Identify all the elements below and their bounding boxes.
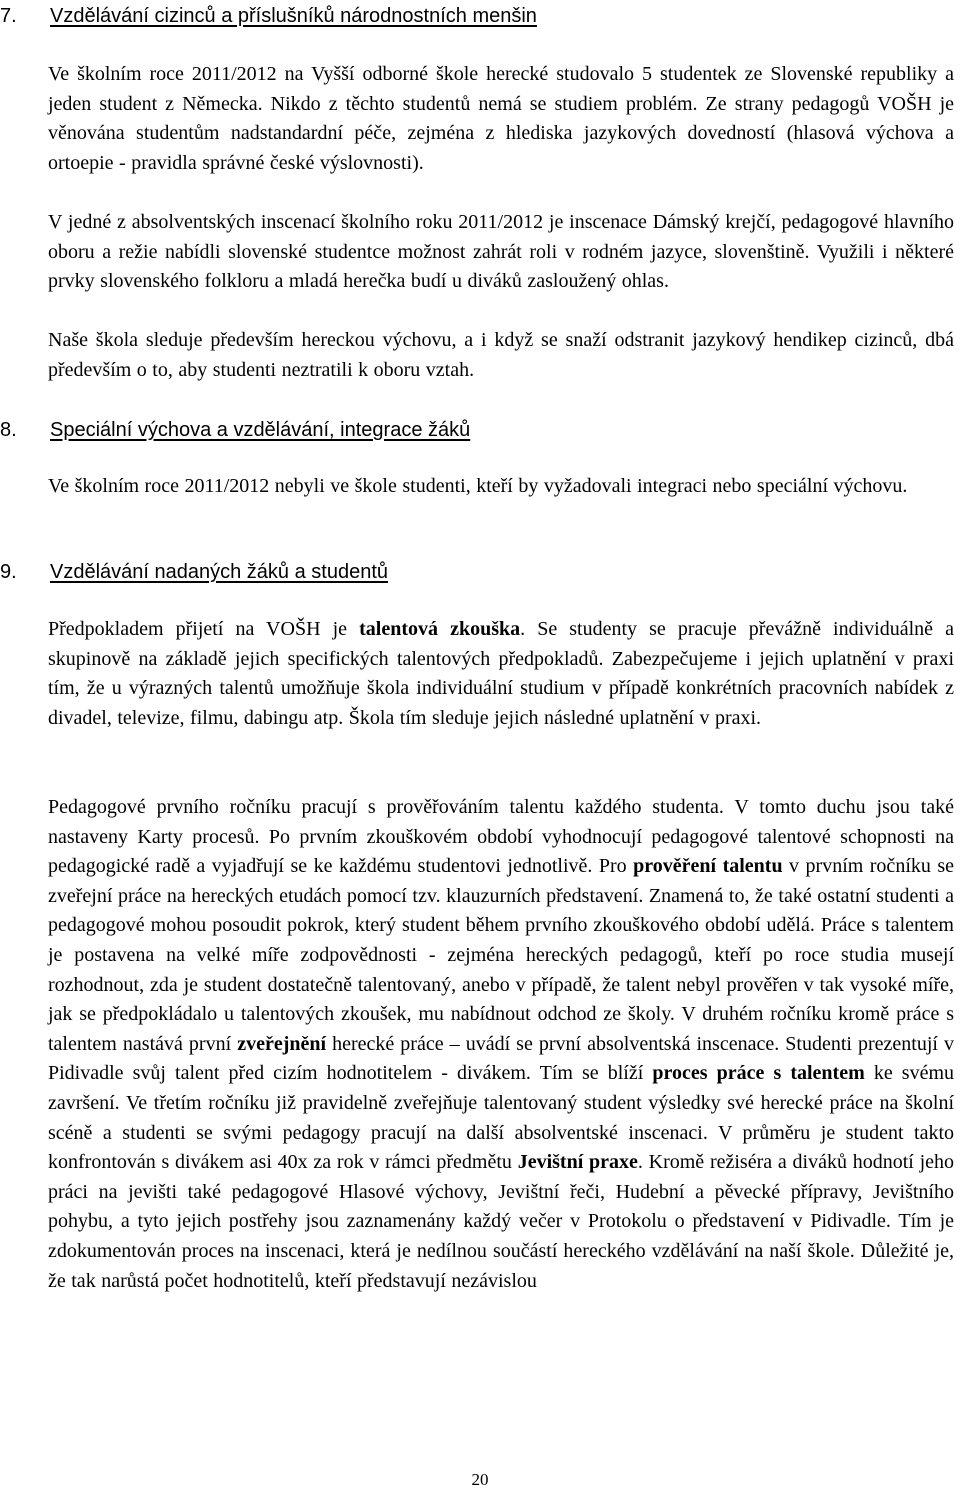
section-title: Vzdělávání nadaných žáků a studentů (50, 561, 389, 583)
page-number: 20 (471, 1470, 489, 1489)
paragraph: Ve školním roce 2011/2012 nebyli ve škole studenti, kteří by vyžadovali integraci nebo speciální výchovu. (48, 475, 908, 497)
section-number: 8. (0, 419, 17, 441)
paragraph: Pedagogové prvního ročníku pracují s prověřováním talentu každého studenta. V tomto duchu jsou také nastaveny Karty procesů. Po prvním zkouškovém období vyhodnocují pedagogové talentové schopnosti na pedagogické radě a vyjadřují se ke každému studentovi jednotlivě. Pro prověření talentu v prvním ročníku se zveřejní práce na hereckých etudách pomocí tzv. klauzurních představení. Znamená to, že také ostatní studenti a pedagogové mohou posoudit pokrok, který student během prvního zkouškového období udělá. Práce s talentem je postavena na velké míře zodpovědnosti - zejména hereckých pedagogů, kteří po roce studia musejí rozhodnout, zda je student dostatečně talentovaný, anebo v případě, že talent nebyl prověřen v tak vysoké míře, jak se předpokládalo u talentových zkoušek, mu nabídnout odchod ze školy. V druhém ročníku kromě práce s talentem nastává první zveřejnění herecké práce – uvádí se první absolventská inscenace. Studenti prezentují v Pidivadle svůj talent před cizím hodnotitelem - divákem. Tím se blíží proces práce s talentem ke svému završení. Ve třetím ročníku již pravidelně zveřejňuje talentovaný student výsledky své herecké práce na školní scéně a studenti se svými pedagogy pracují na další absolventské inscenaci. V průměru je student takto konfrontován s divákem asi 40x za rok v rámci předmětu Jevištní praxe. Kromě režiséra a diváků hodnotí jeho práci na jevišti také pedagogové Hlasové výchovy, Jevištní řeči, Hudební a pěvecké přípravy, Jevištního pohybu, a tyto jejich postřehy jsou zaznamenány každý večer v Protokolu o představení v Pidivadle. Tím je zdokumentován proces na inscenaci, která je nedílnou součástí hereckého vzdělávání na naší škole. Důležité je, že tak narůstá počet hodnotitelů, kteří představují nezávislou (48, 796, 955, 1292)
section-title: Speciální výchova a vzdělávání, integrace žáků (50, 419, 471, 441)
section-heading-8 (0, 418, 960, 442)
paragraph: Ve školním roce 2011/2012 na Vyšší odborné škole herecké studovalo 5 studentek ze Slovenské republiky a jeden student z Německa. Nikdo z těchto studentů nemá se studiem problém. Ze strany pedagogů VOŠH je věnována studentům nadstandardní péče, zejména z hlediska jazykových dovedností (hlasová výchova a ortoepie - pravidla správné české výslovnosti). (48, 63, 954, 174)
bold-text: prověření talentu (633, 855, 783, 878)
section-heading-7 (0, 4, 960, 28)
bold-text: proces práce s talentem (652, 1062, 865, 1085)
section-heading-9 (0, 560, 960, 584)
bold-text: Jevištní praxe (517, 1151, 638, 1174)
paragraph: V jedné z absolventských inscenací školního roku 2011/2012 je inscenace Dámský krejčí, pedagogové hlavního oboru a režie nabídli slovenské studentce možnost zahrát roli v rodném jazyce, slovenštině. Využili i některé prvky slovenského folkloru a mladá herečka budí u diváků zasloužený ohlas. (48, 211, 954, 293)
paragraph: Naše škola sleduje především hereckou výchovu, a i když se snaží odstranit jazykový hendikep cizinců, dbá především o to, aby studenti neztratili k oboru vztah. (48, 329, 954, 381)
section-number: 7. (0, 5, 17, 27)
section-number: 9. (0, 561, 17, 583)
bold-text: zveřejnění (237, 1032, 327, 1055)
paragraph: Předpokladem přijetí na VOŠH je talentová zkouška. Se studenty se pracuje převážně individuálně a skupinově na základě jejich specifických talentových předpokladů. Zabezpečujeme i jejich uplatnění v praxi tím, že u výrazných talentů umožňuje škola individuální studium v případě konkrétních pracovních nabídek z divadel, televize, filmu, dabingu atp. Škola tím sleduje jejich následné uplatnění v praxi. (48, 618, 954, 729)
section-title: Vzdělávání cizinců a příslušníků národnostních menšin (50, 5, 537, 27)
bold-text: talentová zkouška (359, 618, 521, 640)
